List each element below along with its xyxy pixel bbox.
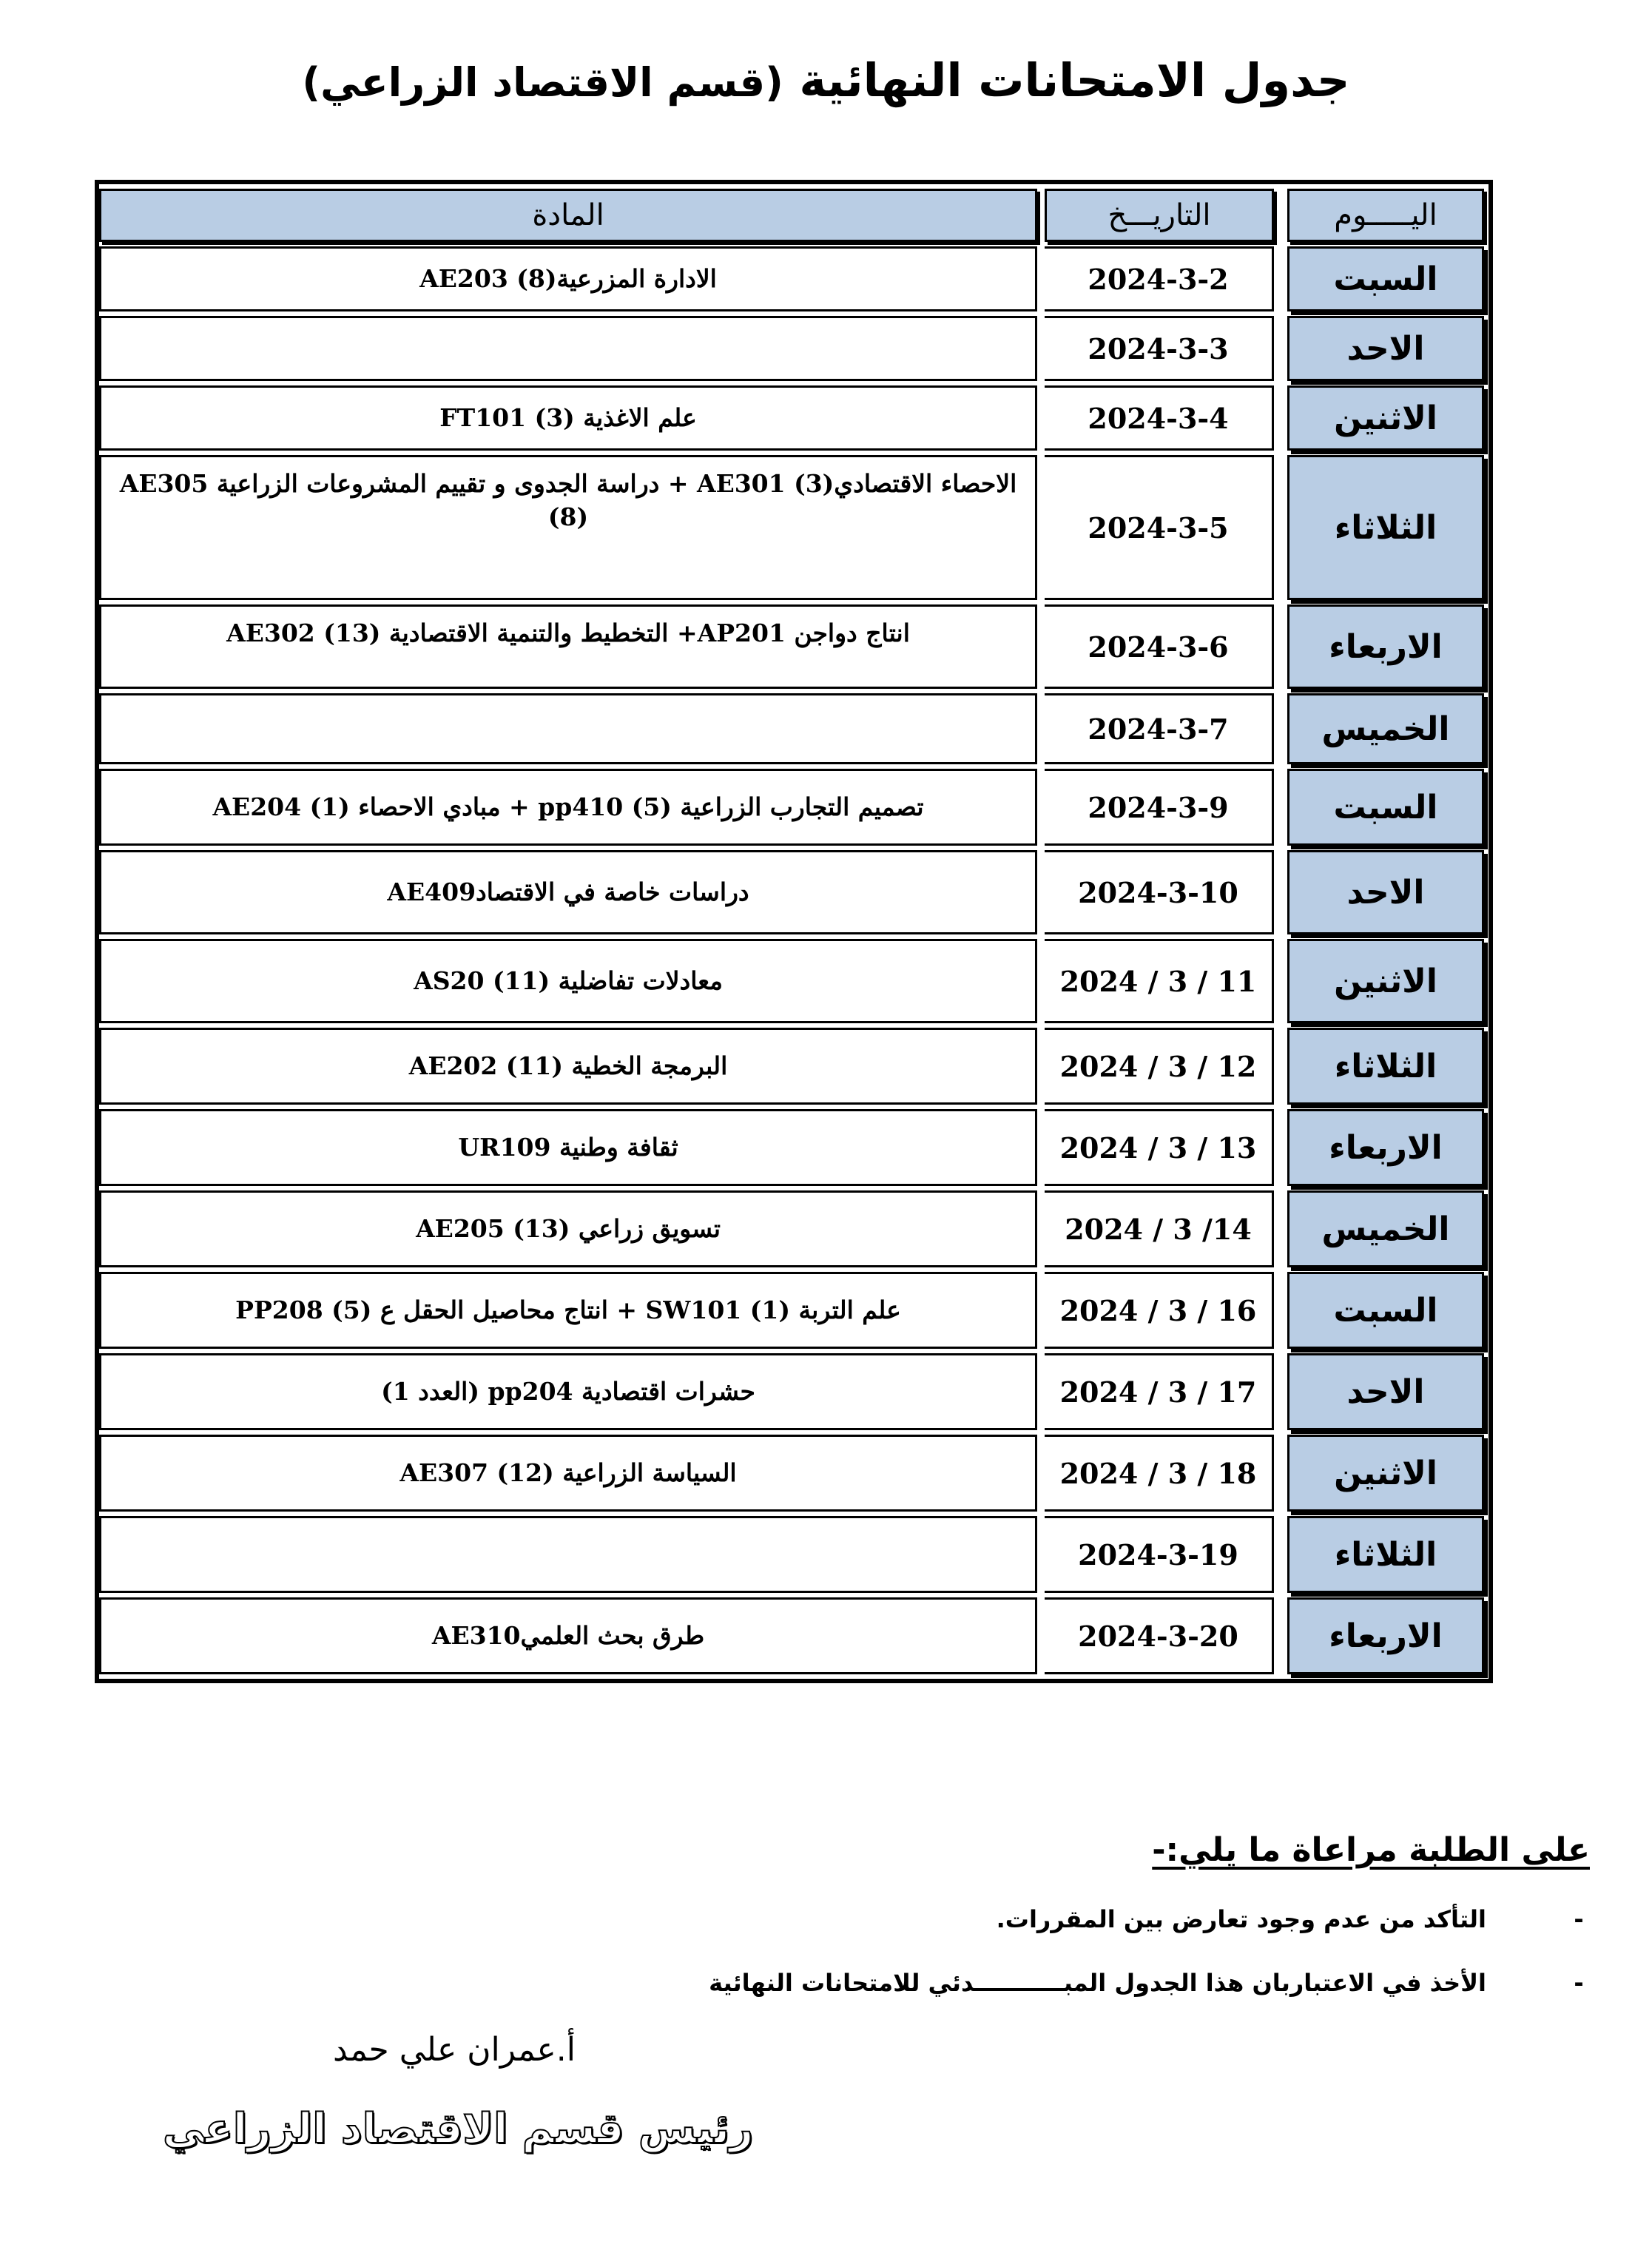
subject-cell: دراسات خاصة في الاقتصادAE409 — [99, 850, 1037, 934]
date-cell: 2024-3-3 — [1045, 316, 1274, 381]
day-cell: الثلاثاء — [1287, 455, 1484, 600]
table-row — [99, 769, 1489, 846]
day-cell: الخميس — [1287, 1190, 1484, 1267]
day-cell: الاربعاء — [1287, 1109, 1484, 1186]
day-cell: الاحد — [1287, 316, 1484, 381]
date-cell: 2024-3-7 — [1045, 693, 1274, 764]
note-bullet: - — [1574, 1969, 1584, 1997]
table-row — [99, 1028, 1489, 1105]
subject-cell: معادلات تفاضلية AS20 (11) — [99, 939, 1037, 1023]
note-text: الأخذ في الاعتباربان هذا الجدول المبـــــــــــدئي للامتحانات النهائية — [709, 1969, 1486, 1997]
subject-cell: تسويق زراعي AE205 (13) — [99, 1190, 1037, 1267]
date-cell: 2024-3-2 — [1045, 246, 1274, 311]
table-row — [99, 1272, 1489, 1349]
subject-cell: علم الاغذية FT101 (3) — [99, 385, 1037, 451]
subject-cell: البرمجة الخطية AE202 (11) — [99, 1028, 1037, 1105]
subject-cell: السياسة الزراعية AE307 (12) — [99, 1435, 1037, 1512]
date-cell: 2024-3-20 — [1045, 1597, 1274, 1674]
table-row — [99, 246, 1489, 311]
table-header-row — [99, 189, 1489, 242]
day-cell: السبت — [1287, 769, 1484, 846]
table-row — [99, 1353, 1489, 1430]
day-cell: الاحد — [1287, 1353, 1484, 1430]
note-text: التأكد من عدم وجود تعارض بين المقررات. — [996, 1905, 1486, 1933]
day-cell: السبت — [1287, 246, 1484, 311]
date-cell: 2024-3-4 — [1045, 385, 1274, 451]
date-cell: 2024 / 3 / 17 — [1045, 1353, 1274, 1430]
subject-cell: تصميم التجارب الزراعية pp410 (5) + مبادي الاحصاء AE204 (1) — [99, 769, 1037, 846]
day-cell: الثلاثاء — [1287, 1516, 1484, 1593]
subject-cell: الادارة المزرعيةAE203 (8) — [99, 246, 1037, 311]
date-cell: 2024 / 3 /14 — [1045, 1190, 1274, 1267]
exam-schedule-table — [95, 180, 1493, 1683]
date-cell: 2024 / 3 / 11 — [1045, 939, 1274, 1023]
day-cell: الاربعاء — [1287, 1597, 1484, 1674]
table-row — [99, 316, 1489, 381]
table-row — [99, 1435, 1489, 1512]
signatory-name: أ.عمران علي حمد — [333, 2031, 576, 2069]
subject-cell: طرق بحث العلميAE310 — [99, 1597, 1037, 1674]
subject-cell — [99, 693, 1037, 764]
table-row — [99, 385, 1489, 451]
note-bullet: - — [1574, 1905, 1584, 1933]
day-cell: الثلاثاء — [1287, 1028, 1484, 1105]
subject-cell: ثقافة وطنية UR109 — [99, 1109, 1037, 1186]
table-row — [99, 1190, 1489, 1267]
table-row — [99, 1597, 1489, 1674]
notes-heading: على الطلبة مراعاة ما يلي:- — [1152, 1831, 1590, 1869]
subject-cell — [99, 1516, 1037, 1593]
student-notes — [110, 1831, 1590, 2024]
note-item — [110, 1961, 1590, 2024]
page-title — [0, 53, 1652, 107]
table-row — [99, 604, 1489, 689]
table-row — [99, 1516, 1489, 1593]
title-main: جدول الامتحانات النهائية — [799, 53, 1350, 107]
table-row — [99, 1109, 1489, 1186]
subject-cell: الاحصاء الاقتصاديAE301 (3) + دراسة الجدوى و تقييم المشروعات الزراعية AE305 (8) — [99, 455, 1037, 600]
header-subject: المادة — [99, 189, 1037, 242]
subject-cell: انتاج دواجن AP201+ التخطيط والتنمية الاقتصادية AE302 (13) — [99, 604, 1037, 689]
date-cell: 2024 / 3 / 13 — [1045, 1109, 1274, 1186]
table-row — [99, 939, 1489, 1023]
table-row — [99, 455, 1489, 600]
date-cell: 2024-3-6 — [1045, 604, 1274, 689]
day-cell: الخميس — [1287, 693, 1484, 764]
date-cell: 2024-3-9 — [1045, 769, 1274, 846]
date-cell: 2024-3-5 — [1045, 455, 1274, 600]
date-cell: 2024-3-19 — [1045, 1516, 1274, 1593]
table-body — [99, 246, 1489, 1674]
day-cell: الاثنين — [1287, 939, 1484, 1023]
subject-cell: علم التربة SW101 (1) + انتاج محاصيل الحقل ع PP208 (5) — [99, 1272, 1037, 1349]
table-row — [99, 850, 1489, 934]
day-cell: الاثنين — [1287, 385, 1484, 451]
subject-cell: حشرات اقتصادية pp204 (العدد 1) — [99, 1353, 1037, 1430]
date-cell: 2024 / 3 / 16 — [1045, 1272, 1274, 1349]
signatory-position: رئيس قسم الاقتصاد الزراعي — [163, 2105, 754, 2153]
day-cell: الاربعاء — [1287, 604, 1484, 689]
date-cell: 2024-3-10 — [1045, 850, 1274, 934]
day-cell: الاثنين — [1287, 1435, 1484, 1512]
day-cell: الاحد — [1287, 850, 1484, 934]
header-day: اليـــــوم — [1287, 189, 1484, 242]
day-cell: السبت — [1287, 1272, 1484, 1349]
table-row — [99, 693, 1489, 764]
header-date: التاريـــخ — [1045, 189, 1274, 242]
date-cell: 2024 / 3 / 18 — [1045, 1435, 1274, 1512]
date-cell: 2024 / 3 / 12 — [1045, 1028, 1274, 1105]
note-item — [110, 1897, 1590, 1961]
title-department: (قسم الاقتصاد الزراعي) — [302, 59, 783, 106]
subject-cell — [99, 316, 1037, 381]
